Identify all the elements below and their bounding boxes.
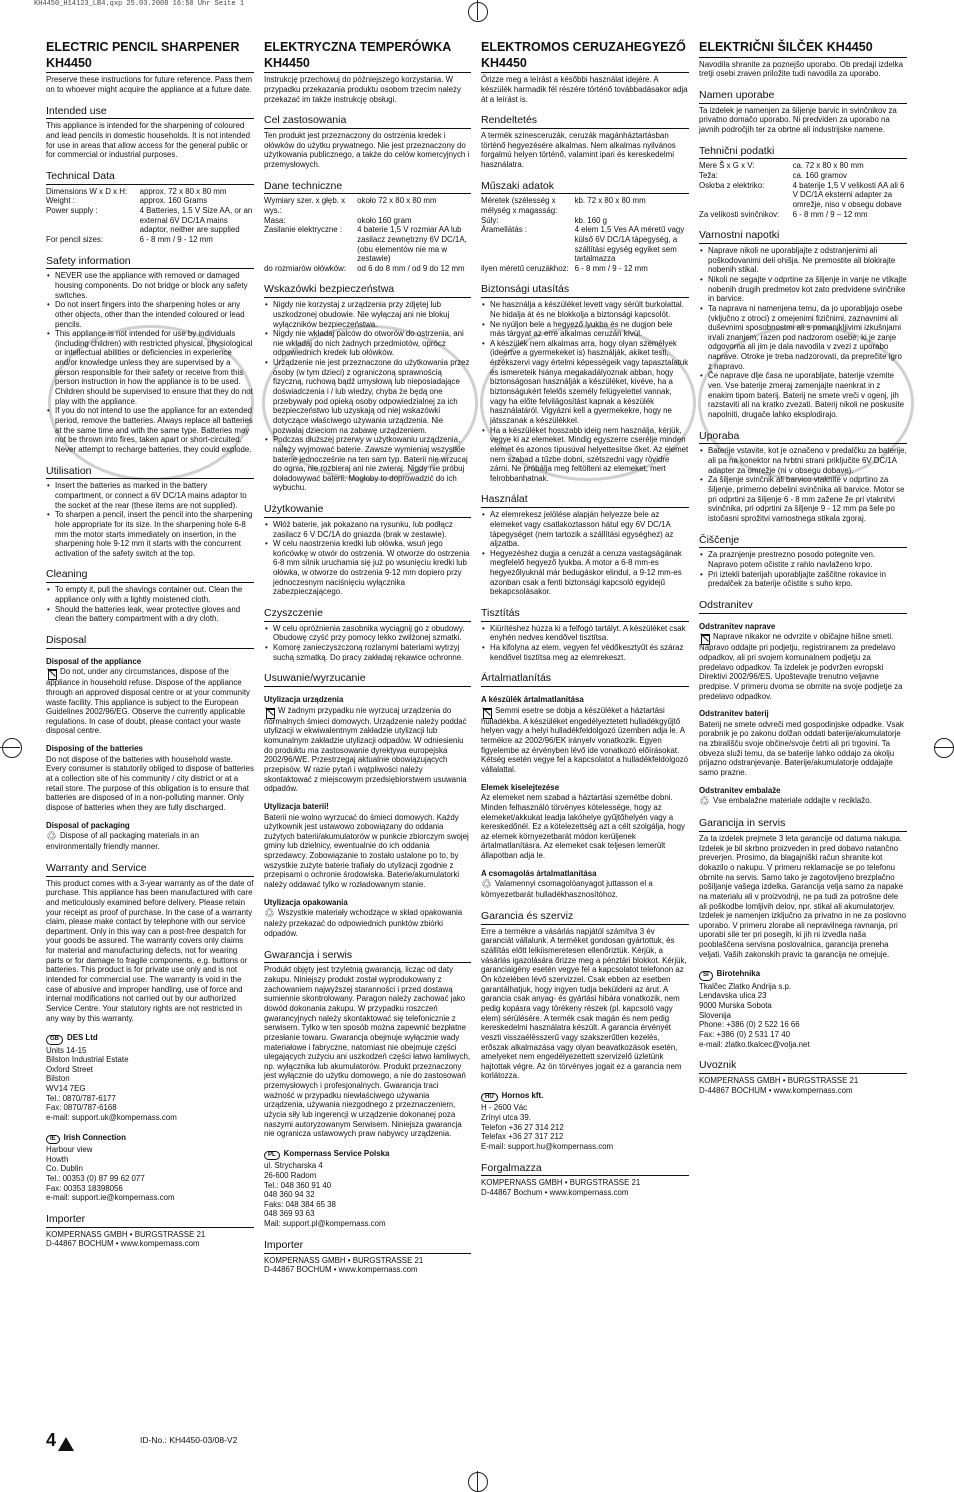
tech-value: 6 - 8 mm / 9 - 12 mm [139,234,213,244]
service-name-text: Kompernass Service Polska [283,1148,390,1158]
cleaning-heading: Čiščenje [699,534,907,549]
tech-label: Zasilanie elektryczne : [264,225,343,235]
tech-value: 4 elem 1,5 Ves AA méretű vagy külső 6V DC/1A tápegység, a szállítási egység egyiket sem tartalmazza [574,225,685,264]
manual-title: ELEKTRIČNI ŠILČEK KH4450 [699,40,907,58]
page-number: 4 [46,1430,74,1451]
importer-line: D-44867 BOCHUM • www.kompernass.com [264,1265,418,1275]
importer-address [699,1076,907,1095]
address-line: Tel.: 048 360 91 40 [264,1180,332,1190]
address-line: Telefon +36 27 314 212 [481,1122,564,1132]
address-line: Phone: +386 (0) 2 522 16 66 [699,1020,800,1030]
importer-heading: Forgalmazza [481,1162,689,1177]
util-list [264,520,471,597]
address-line: 048 360 94 32 [264,1190,315,1200]
safety-item: • Nikoli ne segajte v odprtine za šiljenje in vanje ne vtikajte nobenih drugih predmetov kot zato predvidene svinčnike in barvice. [708,275,907,304]
crossed-bin-icon [46,667,57,678]
tech-label: Masa: [264,215,286,225]
service-address [264,1161,471,1228]
util-item: • Baterije vstavite, kot je označeno v predalčku za baterije, ali pa na konektor na hrbtni strani priključite 6V DC/1A adapter za omrežje (ni v obsegu dobave). [708,446,907,475]
tech-label: For pencil sizes: [46,234,104,244]
safety-heading: Safety information [46,255,254,270]
cleaning-heading: Czyszczenie [264,607,471,622]
tech-value: 4 baterie 1,5 V rozmiar AA lub zasilacz zewnętrzny 6V DC/1A, (obu elementów nie ma w zestawie) [357,225,467,264]
service-name [46,1033,254,1044]
tech-row [46,235,254,245]
importer-line: D-44867 Bochum • www.kompernass.com [481,1188,629,1198]
tech-label: Méretek (szélesség x mélység x magasság: [481,196,558,215]
disposal-appliance-body: W żadnym przypadku nie wyrzucaj urządzenia do normalnych śmieci domowych. Urządzenie należy poddać utylizacji w ekwiwalentnym zakładzie utylizacji lub komunalnym zakładzie utylizacji odpadów. W odniesieniu do produktu ma zastosowanie dyrektywa europejska 2002/96/WE. Przestrzegaj aktualnie obowiązujących przepisów. W razie pytań i wątpliwości należy skontaktować z miejscowym przedsiębiorstwem usuwania odpadów. [264,705,467,794]
address-line: E-mail: support.hu@kompernass.com [481,1141,614,1151]
safety-item: • If you do not intend to use the appliance for an extended period, remove the batteries. Always replace all batteries at the same time and with the same type. Batteries may not be thrown into fires, taken apart or short-circuited. Never attempt to recharge batteries, they could explode. [55,406,254,454]
address-line: Faks: 048 384 65 38 [264,1199,336,1209]
safety-item: • Naprave nikoli ne uporabljajte z odstranjenimi ali poškodovanimi deli ohišja. Ne premostite ali blokirajte nobenih stikal. [708,246,907,275]
importer-address [264,1256,471,1275]
safety-heading: Biztonsági utasítás [481,283,689,298]
disposal-appliance-heading: Disposal of the appliance [46,656,142,666]
util-item: • Insert the batteries as marked in the battery compartment, or connect a 6V DC/1A mains adaptor to the socket at the rear (these items are not supplied). [55,481,254,510]
crossed-bin-icon [481,706,492,717]
intro-text: Preserve these instructions for future reference. Pass them on to whoever might acquire the appliance at a future date. [46,75,253,94]
safety-item: • A készülék nem alkalmas arra, hogy olyan személyek (ideértve a gyermekeket is) használják, akiket testi, érzékszervi vagy értelmi képességeik vagy tapasztalatuk és ismereteik hiánya megakadályoznak abban, hogy biztonságosan használják a készüléket, kivéve, ha a biztonságukért felelős személy felügyelettel vannak, vagy ha előte felvilágosítást kapnak a készülék használatáról. Vigyázni kell a gyermekekre, hogy ne játsszanak a készülékkel. [490,339,689,426]
disposal-appliance-body: Do not, under any circumstances, dispose of the appliance in household refuse. Dispose of the appliance through an approved disposal centre or at your community waste facility. This appliance is subject to the European Guidelines 2002/96/EG. Observe the currently applicable regulations. In case of doubt, please contact your waste disposal centre. [46,667,250,736]
warranty-text: This product comes with a 3-year warranty as of the date of purchase. This appliance has been manufactured with care and meticulously examined before delivery. Please retain your receipt as proof of purchase. In the case of a warranty claim, please make contact by telephone with our service department. Only in this way can a post-free despatch for your goods be assured. The warranty covers only claims for material and manufacturing defects, not for wearing parts or for damage to fragile components, e.g. buttons or batteries. This product is for private use only and is not intended for commercial use. The warranty is void in the case of abusive and improper handling, use of force and internal modifications not carried out by our authorized Service Centre. Your statutory rights are not restricted in any way by this warranty. [46,878,254,1023]
tech-label: Teža: [699,171,718,181]
disposal-appliance-body: Naprave nikakor ne odvrzite v običajne hišne smeti. Napravo oddajte pri podjetju, registriranem za predelavo odpadkov, ali pri svojem komunalnem podjetju za predelavo odpadkov. Ta izdelek je podvržen evropski Direktivi 2002/96/ES. Upoštevajte trenutno veljavne predpise. V primeru dvoma se obrnite na svoje podjetje za predelavo odpadkov. [699,632,903,701]
tech-value: 6 - 8 mm / 9 – 12 mm [792,209,868,219]
tech-label: Power supply : [46,205,98,215]
address-line: 26-600 Radom [264,1170,317,1180]
disposal-packaging-heading: A csomagolás ártalmatlanítása [481,868,597,878]
util-item: • Za šiljenje svinčnik ali barvico vtaknite v odprtino za šiljenje, primerno debelini svinčnika ali barvice. Motor se pri odprtini za šiljenje 6 - 8 mm zažene že pri vtaknitvi svinčnika, pri odprtini za šiljenje 9 - 12 mm pa šele po istočasni sprožitvi varnostnega stikala zgoraj. [708,475,907,523]
intro-text: Őrizze meg a leírást a későbbi használat idejére. A készülék harmadik fél részére történő továbbadásakor adja át a leírást is. [481,75,688,104]
safety-item: • Do not insert fingers into the sharpening holes or any other objects, other than the intended coloured or lead pencils. [55,300,254,329]
intended-use-heading: Intended use [46,105,254,120]
address-line: H - 2600 Vác [481,1103,528,1113]
safety-list [699,246,907,420]
recycle-icon [264,908,275,919]
tech-label: ilyen méretű ceruzákhoz: [481,263,569,273]
safety-item: • Podczas dłuższej przerwy w użytkowaniu urządzenia, należy wyjmować baterie. Zawsze wymieniaj wszystkie baterie jednocześnie na ten sam typ. Baterii nie wrzucaj do ognia, nie rozbieraj ani nie zwieraj. Nigdy nie próbuj doładowywać baterii. Mogłoby to doprowadzić do ich wybuchu. [273,435,471,493]
disposal-batteries-heading: Utylizacja baterii! [264,801,329,811]
importer-line: KOMPERNASS GMBH • BURGSTRASSE 21 [46,1229,206,1239]
address-line: Fax: 00353 18398056 [46,1183,123,1193]
safety-item: • Nigdy nie wkładaj palców do otworów do ostrzenia, ani nie wkładaj do nich żadnych przedmiotów, oprócz odpowiednich kredek lub ołówków. [273,329,471,358]
tech-value: 6 - 8 mm / 9 - 12 mm [574,263,648,273]
intended-use-text: A termék színesceruzák, ceruzák magánháztartásban történő hegyezésére alkalmas. Nem alkalmas nyilvános forgalmú helyen történő, valamint ipari és kereskedelmi használatra. [481,130,676,169]
intro-text: Instrukcję przechowuj do późniejszego korzystania. W przypadku przekazania produktu osobom trzecim należy przekazać im także instrukcję obsługi. [264,75,461,104]
disposal-batteries-text: Az elemeket nem szabad a háztartási szemétbe dobni. Minden felhasználó törvényes kötelessége, hogy az elemeket/akkukat leadja lakóhelye gyűjtőhelyén vagy a kereskedőnél. Ez a kötelezettség azt a célt szolgálja, hogy az elemek környezetbarát módon kerüljenek ártalmatlanításra. Az elemeket csak teljesen lemerült állapotban adja le. [481,793,685,861]
safety-item: • Ne használja a készüléket levett vagy sérült burkolattal. Ne hidalja át és ne blokkolja a biztonsági kapcsolót. [490,300,689,319]
address-line: ul. Strycharska 4 [264,1161,323,1171]
tech-row [264,216,471,226]
warranty-heading: Warranty and Service [46,862,254,877]
tech-row [46,206,254,235]
service-name [699,969,907,980]
disposal-packaging-body: Valamennyi csomagolóanyagot juttasson el a környezetbarát hulladékhasznosítóhoz. [481,879,653,900]
tech-row [264,264,471,274]
importer-heading: Importer [46,1213,254,1228]
tech-value: approx. 160 Grams [139,196,208,206]
address-line: Telefax +36 27 317 212 [481,1132,564,1142]
address-line: Oxford Street [46,1064,93,1074]
safety-item: • Urządzenie nie jest przeznaczone do użytkowania przez osoby (w tym dzieci) z ograniczoną sprawnością fizyczną, ruchową bądź umysłową lub nieposiadające doświadczenia i / lub wiedzy, chyba że będą one przebywały pod opieką osoby odpowiedzialnej za ich bezpieczeństwo lub uzyskają od niej wskazówki dotyczące właściwego używania urządzenia. Nie pozwalaj dzieciom na zabawę urządzeniem. [273,358,471,435]
safety-heading: Wskazówki bezpieczeństwa [264,283,471,298]
manual-title: ELECTRIC PENCIL SHARPENER KH4450 [46,40,254,73]
clean-item: • Komorę zanieczyszczoną rozlanymi bateriami wytrzyj suchą szmatką. Do pracy zakładaj rękawice ochronne. [273,643,471,662]
disposal-packaging-heading: Odstranitev embalaže [699,785,781,795]
address-line: WV14 7EG [46,1084,86,1094]
safety-item: • Nigdy nie korzystaj z urządzenia przy zdjętej lub uszkodzonej obudowie. Nie wyłączaj ani nie blokuj wyłączników bezpieczeństwa. [273,300,471,329]
tech-value: od 6 do 8 mm / od 9 do 12 mm [357,263,465,273]
disposal-packaging-heading: Disposal of packaging [46,820,130,830]
country-badge: IE [46,1135,60,1144]
importer-line: KOMPERNASS GMBH • BURGSTRASSE 21 [264,1255,424,1265]
utilisation-heading: Użytkowanie [264,503,471,518]
util-item: • Az elemrekesz jelölése alapján helyezze bele az elemeket vagy csatlakoztasson hátul egy 6V DC/1A tápegységet (nem tartozik a szállítási egységhez) az aljzatba. [490,510,689,549]
service-address [46,1046,254,1123]
tech-label: Weight : [46,196,75,206]
service-address [699,982,907,1049]
importer-line: KOMPERNASS GMBH • BURGSTRASSE 21 [481,1178,641,1188]
tech-row [481,196,689,215]
service-name-text: Hornos kft. [501,1091,544,1101]
tech-value: 4 baterije 1,5 V velikosti AA ali 6 V DC/1A eksterni adapter za omrežje, niso v obsegu dobave [792,180,905,209]
clean-item: • Pri iztekli baterijah uporabljajte zaščitne rokavice in predalček za baterije očistite s suho krpo. [708,570,907,589]
tech-label: Wymiary szer. x głęb. x wys.: [264,196,346,215]
crossed-bin-icon [699,632,710,643]
address-line: e-mail: zlatko.tkalcec@volja.net [699,1039,810,1049]
utilisation-heading: Utilisation [46,465,254,480]
tech-label: Oskrba z elektriko: [699,180,765,190]
disposal-appliance-text [481,706,689,775]
disposal-appliance-text [264,706,471,794]
service-address [481,1103,689,1151]
safety-list [46,271,254,454]
service-name-text: DES Ltd [67,1033,98,1043]
address-line: Slovenija [699,1010,732,1020]
tech-table [46,187,254,245]
crossed-bin-icon [264,706,275,717]
warranty-text: Erre a termékre a vásárlás napjától számítva 3 év garanciát vállalunk. A terméket gondosan gyártottuk, és szállítás előtt lelkiismeretesen ellenőriztük. Kérjük, a vásárlás igazolására őrizze meg a pénztári blokkot. Kérjük, garanciaigény esetén vegye fel a kapcsolatot telefonon az Ön közelében lévő szervizzel. Csak ebben az esetben garantálhatjuk, hogy ingyen tudja beküldeni az árut. A garancia csak anyag- és gyártási hibára vonatkozik, nem pedig kopásra vagy törékeny részek (pl. kapcsoló vagy elem) sérülésére. A termék csak magán és nem pedig kereskedelmi használatra készült. A garancia érvényét veszti visszaélésszerű vagy szakszerűtlen kezelés, erőszak alkalmazása vagy olyan beavatkozások esetén, amelyeket nem engedélyezettett szervizelő üzletünk hajtottak végre. Az ön törvényes jogait ez a garancia nem korlátozza. [481,926,687,1081]
intro-text: Navodila shranite za poznejšo uporabo. Ob predaji izdelka tretji osebi zraven priložite tudi navodila za uporabo. [699,59,903,79]
tech-value: ca. 72 x 80 x 80 mm [792,161,864,171]
intended-use-heading: Namen uporabe [699,89,907,104]
service-address [46,1145,254,1203]
address-line: Units 14-15 [46,1045,87,1055]
disposal-appliance-heading: Odstranitev naprave [699,621,776,631]
clean-list [699,550,907,589]
address-line: e-mail: support.uk@kompernass.com [46,1113,177,1123]
recycle-icon [46,831,57,842]
cleaning-heading: Tisztítás [481,607,689,622]
warranty-heading: Garancia és szerviz [481,910,689,925]
address-line: Tkalčec Zlatko Andrija s.p. [699,981,792,991]
column-pl [264,40,471,1275]
registration-mark [468,2,488,22]
tech-label: Mere Š x G x V: [699,161,755,171]
importer-line: D-44867 BOCHUM • www.kompernass.com [46,1239,200,1249]
safety-item: • NEVER use the appliance with removed or damaged housing components. Do not bridge or block any safety switches. [55,271,254,300]
importer-address [46,1230,254,1249]
intended-use-text: Ta izdelek je namenjen za šiljenje barvic in svinčnikov za privatno domačo uporabo. Ni predviden za uporabo na javnih področjih ter za obrtne ali industrijske namene. [699,105,897,134]
tech-row [481,264,689,274]
file-header: KH4450_H14123_LB4.qxp 25.03.2008 16:50 Uhr Seite 1 [34,0,245,8]
tech-value: ca. 160 gramov [792,171,847,181]
service-name-text: Birotehnika [716,969,761,979]
tech-value: około 160 gram [357,215,412,225]
warranty-heading: Gwarancja i serwis [264,949,471,964]
clean-item: • Kiürítéshez húzza ki a felfogó tartályt. A készüléket csak enyhén nedves kendővel tisztítsa. [490,624,689,643]
country-badge: HU [481,1093,498,1102]
clean-list [46,585,254,624]
safety-item: • Ta naprava ni namenjena temu, da jo uporabljajo osebe (vključno z otroci) z omejenimi fizičnimi, zaznavnimi ali duševnimi sposobnostmi ali s pomanjkljivimi izkušnjami in/ali znanjem, razen pod nadzorom osebe, ki je zanje odgovorna ali jim je dala navodila v zvezi z uporabo naprave. Otroke je treba nadzorovati, da preprečite igro z napravo. [708,304,907,371]
tech-label: do rozmiarów ołówków: [264,263,347,273]
tech-label: Dimensions W x D x H: [46,186,128,196]
util-item: • W celu naostrzenia kredki lub ołówka, wsuń jego końcówkę w otwór do ostrzenia. W otworze do ostrzenia 6-8 mm silnik uruchamia się już po wsunięciu kredki lub ołówka, w otworze do ostrzenia 9-12 mm dopiero przy jednoczesnym naciśnięciu wyłącznika zabezpieczającego. [273,539,471,597]
address-line: Zrínyi utca 39. [481,1113,531,1123]
tech-row [46,187,254,197]
intended-use-text: Ten produkt jest przeznaczony do ostrzenia kredek i ołówków do użytku prywatnego. Nie jest przeznaczony do użytkowania publicznego, a także do celów komercyjnych i przemysłowych. [264,130,470,169]
tech-label: Za velikosti svinčnikov: [699,209,780,219]
address-line: e-mail: support.ie@kompernass.com [46,1193,175,1203]
util-list [481,510,689,597]
tech-table [699,161,907,219]
id-number: ID-No.: KH4450-03/08-V2 [140,1435,238,1445]
disposal-batteries-heading: Odstranitev baterij [699,709,769,719]
disposal-packaging-body: Wszystkie materiały wchodzące w skład opakowania należy przekazać do odpowiednich punktów zbiórki odpadów. [264,908,463,938]
country-badge: SI [699,971,713,980]
address-line: Fax: +386 (0) 2 531 17 40 [699,1029,791,1039]
country-badge: PL [264,1151,280,1160]
importer-heading: Importer [264,1239,471,1254]
manual-title: ELEKTROMOS CERUZAHEGYEZŐ KH4450 [481,40,689,73]
technical-data-heading: Technical Data [46,170,254,185]
address-line: Bilston Industrial Estate [46,1055,129,1065]
disposal-appliance-heading: A készülék ártalmatlanítása [481,695,584,705]
disposal-heading: Usuwanie/wyrzucanie [264,672,471,687]
service-name [46,1133,254,1144]
cleaning-heading: Cleaning [46,568,254,583]
utilisation-heading: Használat [481,493,689,508]
address-line: Howth [46,1154,69,1164]
technical-data-heading: Műszaki adatok [481,180,689,195]
tech-row [699,210,907,220]
disposal-packaging-text [699,796,907,807]
tech-label: Súly: [481,215,499,225]
safety-item: • Ha a készüléket hosszabb ideig nem használja, kérjük, vegye ki az elemeket. Mindig egyszerre cserélje minden elemet és azonos típusúval helyettesítse őket. Az elemet nem szabad a tűzbe dobni, szétszedni vagy rövidre zárni. Ne próbálja meg feltölteni az elemeket, mert felrobbanhatnak. [490,426,689,484]
tech-label: Áramellátás : [481,225,528,235]
service-name-text: Irish Connection [63,1132,126,1142]
address-line: Harbour view [46,1144,93,1154]
safety-item: • This appliance is not intended for use by individuals (including children) with restricted physical, physiological or intellectual abilities or deficiencies in experience and/or knowledge unless they are supervised by a person responsible for their safety or receive from this person instruction in how the appliance is to be used. Children should be supervised to ensure that they do not play with the appliance. [55,329,254,406]
clean-item: • To empty it, pull the shavings container out. Clean the appliance only with a lightly moistened cloth. [55,585,254,604]
disposal-packaging-text [46,831,254,852]
country-badge: GB [46,1035,63,1044]
column-gb [46,40,254,1249]
tech-row [264,196,471,215]
address-line: 9000 Murska Sobota [699,1001,772,1010]
recycle-icon [699,796,710,807]
column-hu [481,40,689,1198]
tech-row [699,181,907,210]
disposal-appliance-heading: Utylizacja urządzenia [264,695,344,705]
tech-value: 4 Batteries, 1.5 V Size AA, or an external 6V DC/1A mains adaptor, neither are supplied [139,205,253,235]
util-item: • To sharpen a pencil, insert the pencil into the sharpening hole appropriate for its size. In the sharpening hole 6-8 mm the motor starts immediately on insertion, in the sharpening hole 9-12 mm it starts with the concurrent activation of the safety switch at the top. [55,510,254,558]
warranty-text: Za ta izdelek prejmete 3 leta garancije od datuma nakupa. Izdelek je bil skrbno proizveden in pred dobavo natančno preverjen. Prosimo, da blagajniški račun shranite kot dokazilo o nakupu. V primeru reklamacije se po telefonu obrnite na servis. Samo tako je zagotovljeno brezplačno pošiljanje vašega izdelka. Garancija velja samo za napake na materialu ali v proizvodnji, ne pa tudi za potrošne dele ali poškodbe lomljivih delov, npr. stikal ali akumulatorjev. Izdelek je namenjen izključno za privatno in ne za poslovno uporabo. V primeru zlorabe ali nepravilnega ravnanja, pri uporabi sile ter pri posegih, ki jih ni izvedla naša pooblaščena servisna poslovalnica, garancija preneha veljati. Vaših zakonskih pravic ta garancija ne omejuje. [699,834,907,959]
utilisation-heading: Uporaba [699,430,907,445]
disposal-packaging-text [481,879,689,900]
manual-title: ELEKTRYCZNA TEMPERÓWKA KH4450 [264,40,471,73]
clean-list [264,624,471,663]
importer-heading: Uvoznik [699,1059,907,1074]
disposal-packaging-body: Vse embalažne materiale oddajte v reciklažo. [713,796,872,806]
tech-table [264,196,471,273]
util-list [46,481,254,558]
tech-value: kb. 72 x 80 x 80 mm [574,196,646,206]
disposal-packaging-text [264,908,471,938]
address-line: 048 369 93 63 [264,1209,315,1219]
disposal-batteries-text: Baterii nie wolno wyrzucać do śmieci domowych. Każdy użytkownik jest ustawowo zobowiązany do oddania zużytych baterii/akumulatorów w punkcie zbiorczym swojej gminy lub dzielnicy, ewentualnie do ich oddania sprzedawcy. Zobowiązanie to zostało ustalone po to, by wszystkie zużyte baterie trafiały do utylizacji zgodnie z przepisami o ochronie środowiska. Baterie/akumulatorki należy oddawać tylko w rozładowanym stanie. [264,812,469,890]
intended-use-heading: Cel zastosowania [264,114,471,129]
address-line: Fax: 0870/787-6168 [46,1103,117,1113]
service-name [481,1091,689,1102]
address-line: Bilston [46,1074,70,1084]
disposal-heading: Ártalmatlanítás [481,672,689,687]
disposal-appliance-text [699,632,907,701]
address-line: Co. Dublin [46,1164,83,1174]
importer-address [481,1178,689,1197]
intended-use-text: This appliance is intended for the sharpening of coloured and lead pencils in domestic households. It is not intended for use in areas that allow access for the general public or for commercial or industrial purposes. [46,121,250,160]
disposal-batteries-heading: Disposing of the batteries [46,744,143,754]
clean-item: • W celu opróżnienia zasobnika wyciągnij go z obudowy. Obudowę czyść przy pomocy lekko zwilżonej szmatki. [273,624,471,643]
intended-use-heading: Rendeltetés [481,114,689,129]
registration-mark [934,738,954,758]
tech-row [264,225,471,264]
util-list [699,446,907,523]
address-line: Mail: support.pl@kompernass.com [264,1219,386,1229]
technical-data-heading: Dane techniczne [264,180,471,195]
safety-item: • Če naprave dlje časa ne uporabljate, baterije vzemite ven. Vse baterije zmeraj zamenjajte naenkrat in z enakim tipom baterij. Baterij ne smete vreči v ogenj, jih razstaviti ali na kratko zvezati. Baterij nikoli ne poskusite napolniti, drugače lahko eksplodirajo. [708,371,907,419]
address-line: Tel.: 0870/787-6177 [46,1093,116,1103]
registration-mark [2,738,22,758]
tech-value: kb. 160 g [574,215,608,225]
disposal-heading: Odstranitev [699,599,907,614]
disposal-batteries-text: Baterij ne smete odvreči med gospodinjske odpadke. Vsak porabnik je po zakonu dolžan oddati baterije/akumulatorje na zbirališču svoje občine/svoje četrti ali pri trgovini. Ta obveza služi temu, da se baterije lahko oddajo za okolju prijazno odstranjevanje. Baterije/akumulatorje oddajajte samo prazne. [699,719,904,777]
disposal-appliance-text [46,667,254,736]
tech-row [481,216,689,226]
tech-table [481,196,689,273]
disposal-heading: Disposal [46,634,254,649]
tech-value: approx. 72 x 80 x 80 mm [139,186,227,196]
util-item: • Włóż baterie, jak pokazano na rysunku, lub podłącz zasilacz 6 V DC/1A do gniazda (brak w zestawie). [273,520,471,539]
column-si [699,40,907,1095]
warranty-text: Produkt objęty jest trzyletnią gwarancją, licząc od daty zakupu. Niniejszy produkt został wyprodukowany z zachowaniem najwyższej staranności i przed dostawą sumiennie skontrolowany. Paragon należy zachować jako dowód dokonania zakupu. W przypadku roszczeń gwarancyjnych należy skontaktować się telefonicznie z serwisem. Tylko w ten sposób można zapewnić bezpłatne przesłanie towaru. Gwarancja obejmuje wyłącznie wady materiałowe i fabryczne, natomiast nie obejmuje części ulegających zużyciu ani uszkodzeń części łatwo łamliwych, np. wyłącznika lub akumulatorów. Produkt przeznaczony jest wyłącznie do użytku domowego, a nie do zastosowań przemysłowych i profesjonalnych. Gwarancja traci ważność w przypadku niewłaściwego używania urządzenia, używania niezgodnego z przeznaczeniem, użycia siły lub ingerencji w urządzenie dokonanej poza naszymi autoryzowanym Serwisem. Niniejsza gwarancja nie ogranicza ustawowych praw nabywcy urządzenia. [264,965,471,1139]
safety-item: • Ne nyúljon bele a hegyező lyukba és ne dugjon bele más tárgyat az erre alkalmas ceruzán kívül. [490,320,689,339]
disposal-packaging-heading: Utylizacja opakowania [264,897,348,907]
technical-data-heading: Tehnični podatki [699,145,907,160]
warranty-heading: Garancija in servis [699,817,907,832]
tech-row [46,196,254,206]
tech-row [699,171,907,181]
util-item: • Hegyezéshez dugja a ceruzát a ceruza vastagságának megfelelő hegyező lyukba. A motor a 6-8 mm-es hegyezőlyuknál már bedugáskor elindul, a 9-12 mm-es azonban csak a fenti biztonsági kapcsoló egyidejű bekapcsolásakor. [490,549,689,597]
disposal-packaging-body: Dispose of all packaging materials in an environmentally friendly manner. [46,831,200,852]
importer-line: KOMPERNASS GMBH • BURGSTRASSE 21 [699,1076,859,1085]
address-line: Tel.: 00353 (0) 87 99 62 077 [46,1173,145,1183]
warning-triangle-icon [58,1437,74,1451]
disposal-appliance-body: Semmi esetre se dobja a készüléket a háztartási hulladékba. A készüléket engedélyeztetett hulladékgyűjtő helyen vagy a helyi hulladékfeldolgozó üzemben adja le. A termékre az 2002/96/EK irányelv vonatkozik. Egyen figyelembe az érvényben lévő ide vonatkozó előírásokat. Kétség esetén vegye fel a kapcsolatot a hulladékfeldolgozó vállalattal. [481,705,689,774]
safety-heading: Varnostni napotki [699,229,907,244]
disposal-batteries-heading: Elemek kiselejtezése [481,782,560,792]
disposal-batteries-text: Do not dispose of the batteries with household waste. Every consumer is statutorily obliged to dispose of batteries at a collection site of his community / city district or at a retail store. The purpose of this obligation is to ensure that batteries are disposed of in a non-polluting manner. Only dispose of batteries when they are fully discharged. [46,754,254,812]
clean-item: • Should the batteries leak, wear protective gloves and clean the battery compartment with a dry cloth. [55,605,254,624]
service-name [264,1149,471,1160]
safety-list [481,300,689,483]
clean-list [481,624,689,663]
tech-value: około 72 x 80 x 80 mm [357,196,437,206]
tech-row [481,225,689,264]
clean-item: • Ha kifolyna az elem, vegyen fel védőkesztyűt és száraz kendővel tisztítsa meg az elemrekeszt. [490,643,689,662]
registration-mark [468,1472,488,1492]
importer-line: D-44867 BOCHUM • www.kompernass.com [699,1085,853,1095]
recycle-icon [481,879,492,890]
clean-item: • Za praznjenje prestrezno posodo potegnite ven. Napravo potem očistite z rahlo navlaženo krpo. [708,550,907,569]
address-line: Lendavska ulica 23 [699,991,767,1001]
tech-row [699,161,907,171]
safety-list [264,300,471,493]
